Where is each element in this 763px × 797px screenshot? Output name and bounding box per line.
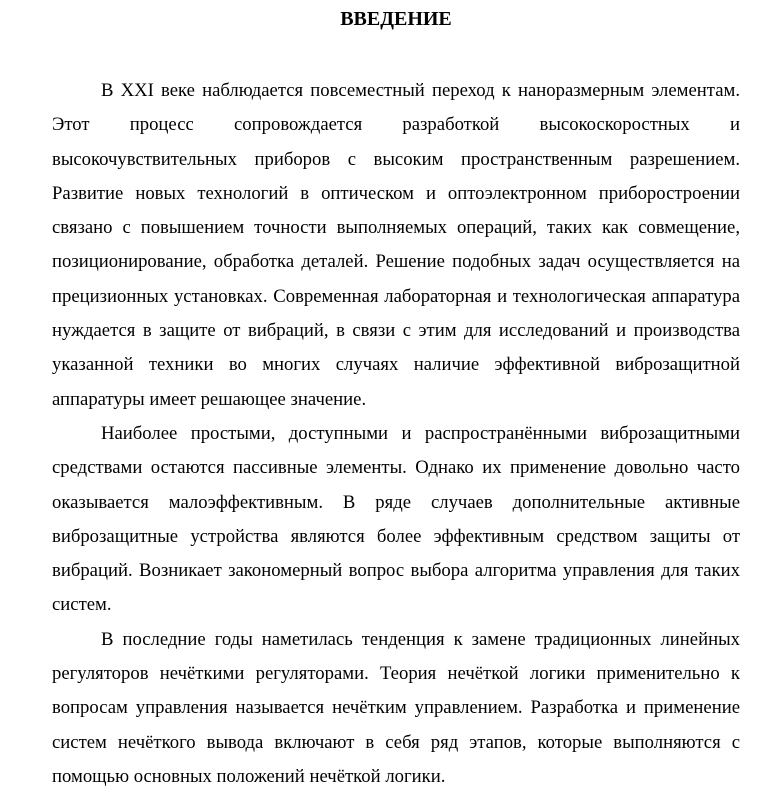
paragraph-2: Наиболее простыми, доступными и распространёнными виброзащитными средствами остаются пассивные элементы. Однако их применение довольно часто оказывается малоэффективным. В ряде случаев дополнительные активные виброзащитные устройства являются более эффективным средством защиты от вибраций. Возникает закономерный вопрос выбора алгоритма управления для таких систем.	[52, 422, 740, 616]
paragraph-1: В XXI веке наблюдается повсеместный переход к наноразмерным элементам. Этот процесс сопровождается разработкой высокоскоростных и высокочувствительных приборов с высоким пространственным разрешением. Развитие новых технологий в оптическом и оптоэлектронном приборостроении связано с повышением точности выполняемых операций, таких как совмещение, позиционирование, обработка деталей. Решение подобных задач осуществляется на прецизионных установках. Современная лабораторная и технологическая аппаратура нуждается в защите от вибраций, в связи с этим для исследований и производства указанной техники во многих случаях наличие эффективной виброзащитной аппаратуры имеет решающее значение.	[52, 80, 740, 410]
paragraph-3: В последние годы наметилась тенденция к замене традиционных линейных регуляторов нечёткими регуляторами. Теория нечёткой логики применительно к вопросам управления называется нечётким управлением. Разработка и применение систем нечёткого вывода включают в себя ряд этапов, которые выполняются с помощью основных положений нечёткой логики.	[52, 628, 740, 787]
document-title: ВВЕДЕНИЕ	[340, 8, 452, 30]
document-page	[52, 0, 740, 794]
